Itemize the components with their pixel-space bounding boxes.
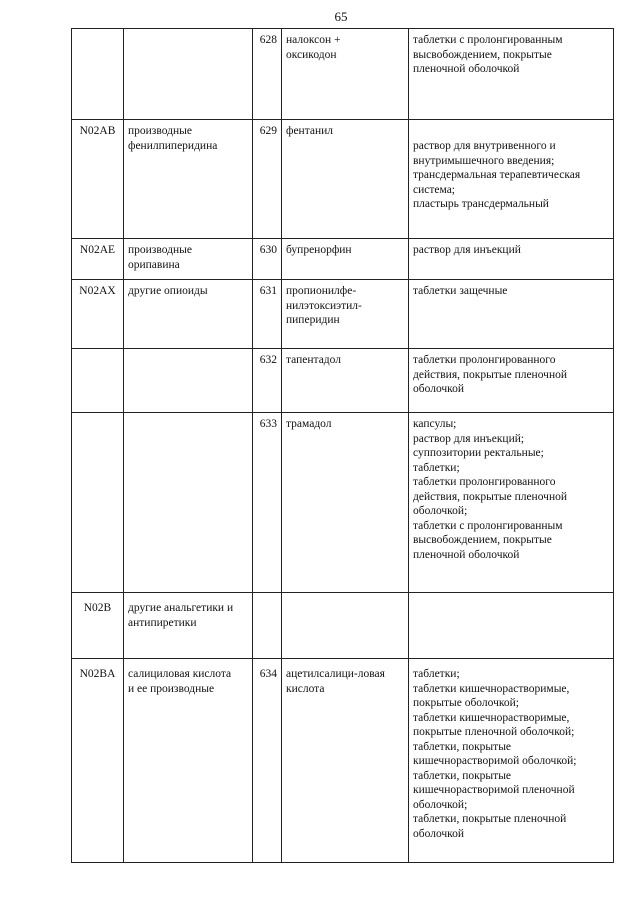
table-row <box>72 349 614 413</box>
atc-code-cell <box>72 29 124 120</box>
table-row <box>72 280 614 349</box>
drug-name-cell: налоксон + оксикодон <box>282 29 409 120</box>
row-number-cell: 628 <box>253 29 282 120</box>
row-number-cell: 634 <box>253 659 282 863</box>
table-row <box>72 29 614 120</box>
table-row <box>72 659 614 863</box>
drug-name-cell: фентанил <box>282 120 409 239</box>
row-number-cell: 631 <box>253 280 282 349</box>
drug-name-cell: трамадол <box>282 413 409 593</box>
group-name-cell: другие анальгетики и антипиретики <box>124 593 253 659</box>
dosage-form-cell: таблетки с пролонгированным высвобождением, покрытые пленочной оболочкой <box>409 29 614 120</box>
table-row <box>72 120 614 239</box>
group-name-cell <box>124 29 253 120</box>
drug-name-cell: ацетилсалици-ловая кислота <box>282 659 409 863</box>
row-number-cell: 632 <box>253 349 282 413</box>
row-number-cell: 633 <box>253 413 282 593</box>
page-number: 65 <box>334 9 348 24</box>
atc-code-cell: N02B <box>72 593 124 659</box>
table-row <box>72 413 614 593</box>
group-name-cell: салициловая кислота и ее производные <box>124 659 253 863</box>
dosage-form-cell: раствор для инъекций <box>409 239 614 280</box>
row-number-cell <box>253 593 282 659</box>
dosage-form-cell: таблетки; таблетки кишечнорастворимые, покрытые оболочкой; таблетки кишечнорастворимые, покрытые пленочной оболочкой; таблетки, покрытые кишечнорастворимой оболочкой; таблетки, покрытые кишечнорастворимой пленочной оболочкой; таблетки, покрытые пленочной оболочкой <box>409 659 614 863</box>
group-name-cell: производные фенилпиперидина <box>124 120 253 239</box>
dosage-form-cell: капсулы; раствор для инъекций; суппозитории ректальные; таблетки; таблетки пролонгированного действия, покрытые пленочной оболочкой; таблетки с пролонгированным высвобождением, покрытые пленочной оболочкой <box>409 413 614 593</box>
atc-code-cell: N02AX <box>72 280 124 349</box>
atc-code-cell <box>72 349 124 413</box>
table-row <box>72 593 614 659</box>
atc-code-cell <box>72 413 124 593</box>
table-row <box>72 239 614 280</box>
drug-name-cell: тапентадол <box>282 349 409 413</box>
row-number-cell: 630 <box>253 239 282 280</box>
group-name-cell <box>124 349 253 413</box>
drug-name-cell <box>282 593 409 659</box>
drug-table <box>71 28 614 863</box>
atc-code-cell: N02AE <box>72 239 124 280</box>
dosage-form-cell: таблетки пролонгированного действия, покрытые пленочной оболочкой <box>409 349 614 413</box>
group-name-cell <box>124 413 253 593</box>
drug-name-cell: пропионилфе- нилэтоксиэтил- пиперидин <box>282 280 409 349</box>
drug-name-cell: бупренорфин <box>282 239 409 280</box>
group-name-cell: другие опиоиды <box>124 280 253 349</box>
dosage-form-cell: раствор для внутривенного и внутримышечного введения; трансдермальная терапевтическая система; пластырь трансдермальный <box>409 120 614 239</box>
atc-code-cell: N02AB <box>72 120 124 239</box>
dosage-form-cell: таблетки защечные <box>409 280 614 349</box>
row-number-cell: 629 <box>253 120 282 239</box>
dosage-form-cell <box>409 593 614 659</box>
atc-code-cell: N02BA <box>72 659 124 863</box>
group-name-cell: производные орипавина <box>124 239 253 280</box>
